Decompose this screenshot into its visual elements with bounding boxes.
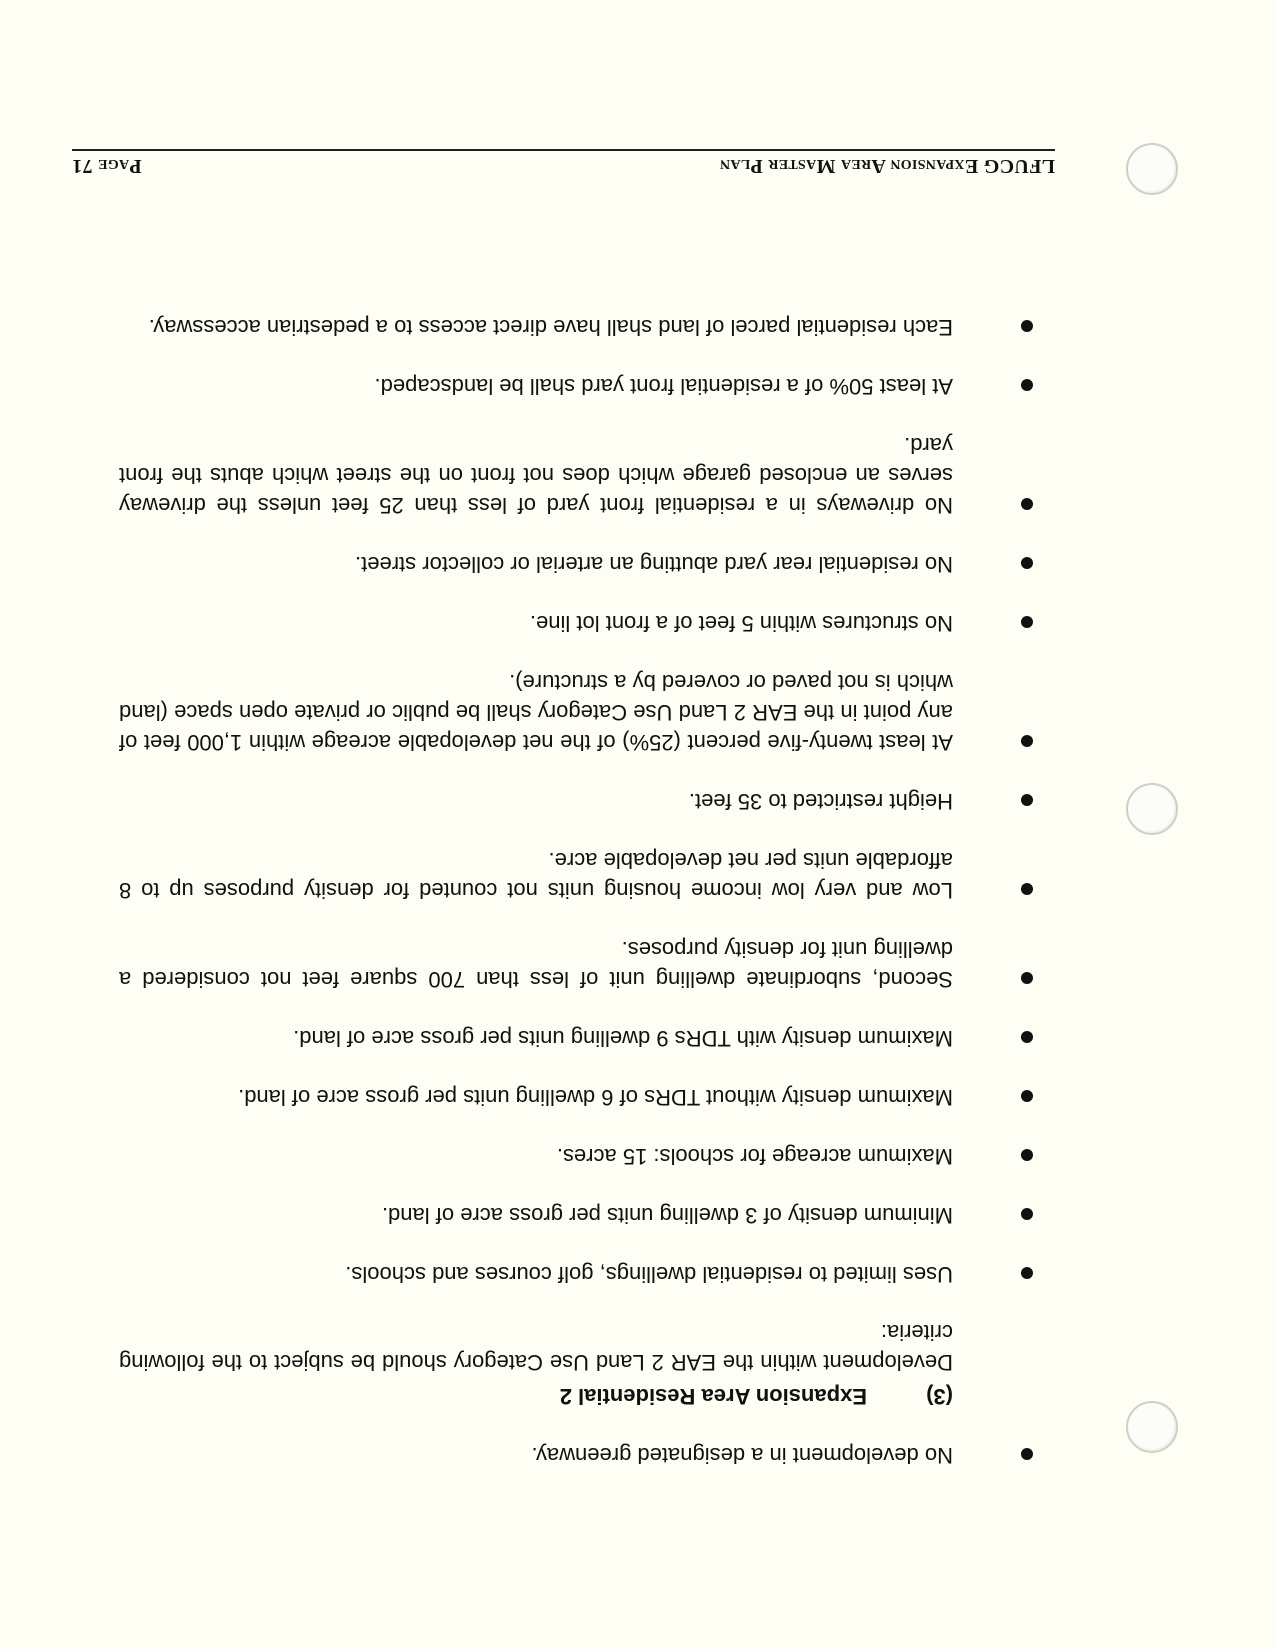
list-item-text: Minimum density of 3 dwelling units per gross acre of land. [381,1203,953,1228]
list-item-text: Maximum density without TDRs of 6 dwelling units per gross acre of land. [238,1085,953,1110]
list-item [119,1259,1039,1289]
list-item-text: Height restricted to 35 feet. [688,789,953,814]
bullet-icon [1021,616,1033,628]
bullet-icon [1021,972,1033,984]
bullet-icon [1021,883,1033,895]
section-block [119,1317,1039,1411]
bullet-icon [1021,794,1033,806]
section-intro: Development within the EAR 2 Land Use Category should be subject to the following criteria: [119,1320,953,1375]
bullet-icon [1021,557,1033,569]
list-item-text: No development in a designated greenway. [531,1443,953,1468]
list-item-text: Maximum density with TDRs 9 dwelling units per gross acre of land. [293,1026,953,1051]
bullet-icon [1021,379,1033,391]
list-item [119,1023,1039,1053]
section-title: Expansion Area Residential 2 [559,1384,867,1409]
list-item [119,1141,1039,1171]
list-item [119,1200,1039,1230]
list-item-text: Uses limited to residential dwellings, golf courses and schools. [345,1262,953,1287]
list-item [119,786,1039,816]
binder-hole-top [1126,143,1178,195]
list-item [119,371,1039,401]
list-item [119,312,1039,342]
list-item [119,934,1039,994]
section-heading [119,1381,953,1411]
list-item [119,608,1039,638]
section-number: (3) [926,1384,953,1409]
bullet-icon [1021,1267,1033,1279]
bullet-icon [1021,1208,1033,1220]
bullet-icon [1021,1090,1033,1102]
list-item-text: Low and very low income housing units not counted for density purposes up to 8 affordable units per net developable acre. [119,848,953,903]
list-item [119,1440,1039,1470]
list-item-text: At least twenty-five percent (25%) of the net developable acreage within 1,000 feet of any point in the EAR 2 Land Use Category shall be public or private open space (land which is not paved or covered by a structure). [119,670,953,755]
bullet-icon [1021,1031,1033,1043]
list-item-text: No structures within 5 feet of a front lot line. [529,611,953,636]
bullet-icon [1021,735,1033,747]
list-item [119,549,1039,579]
list-item [119,845,1039,905]
list-item-text: Second, subordinate dwelling unit of less than 700 square feet not considered a dwelling unit for density purposes. [119,937,953,992]
binder-hole-middle [1126,783,1178,835]
bullet-icon [1021,320,1033,332]
list-item-text: No driveways in a residential front yard of less than 25 feet unless the driveway serves an enclosed garage which does not front on the street which abuts the front yard. [119,433,953,518]
bullet-icon [1021,498,1033,510]
page-number: Page 71 [72,155,142,177]
page-content [119,283,1039,1470]
list-item [119,430,1039,520]
document-title: LFUCG Expansion Area Master Plan [719,155,1055,177]
binder-hole-bottom [1126,1401,1178,1453]
page-header [72,149,1055,177]
list-item-text: Maximum acreage for schools: 15 acres. [556,1144,953,1169]
criteria-list [119,312,1039,1289]
bullet-icon [1021,1149,1033,1161]
list-item-text: Each residential parcel of land shall have direct access to a pedestrian accessway. [148,315,953,340]
list-item [119,667,1039,757]
list-item [119,1082,1039,1112]
bullet-icon [1021,1448,1033,1460]
list-item-text: At least 50% of a residential front yard shall be landscaped. [374,374,953,399]
list-item-text: No residential rear yard abutting an arterial or collector street. [355,552,953,577]
